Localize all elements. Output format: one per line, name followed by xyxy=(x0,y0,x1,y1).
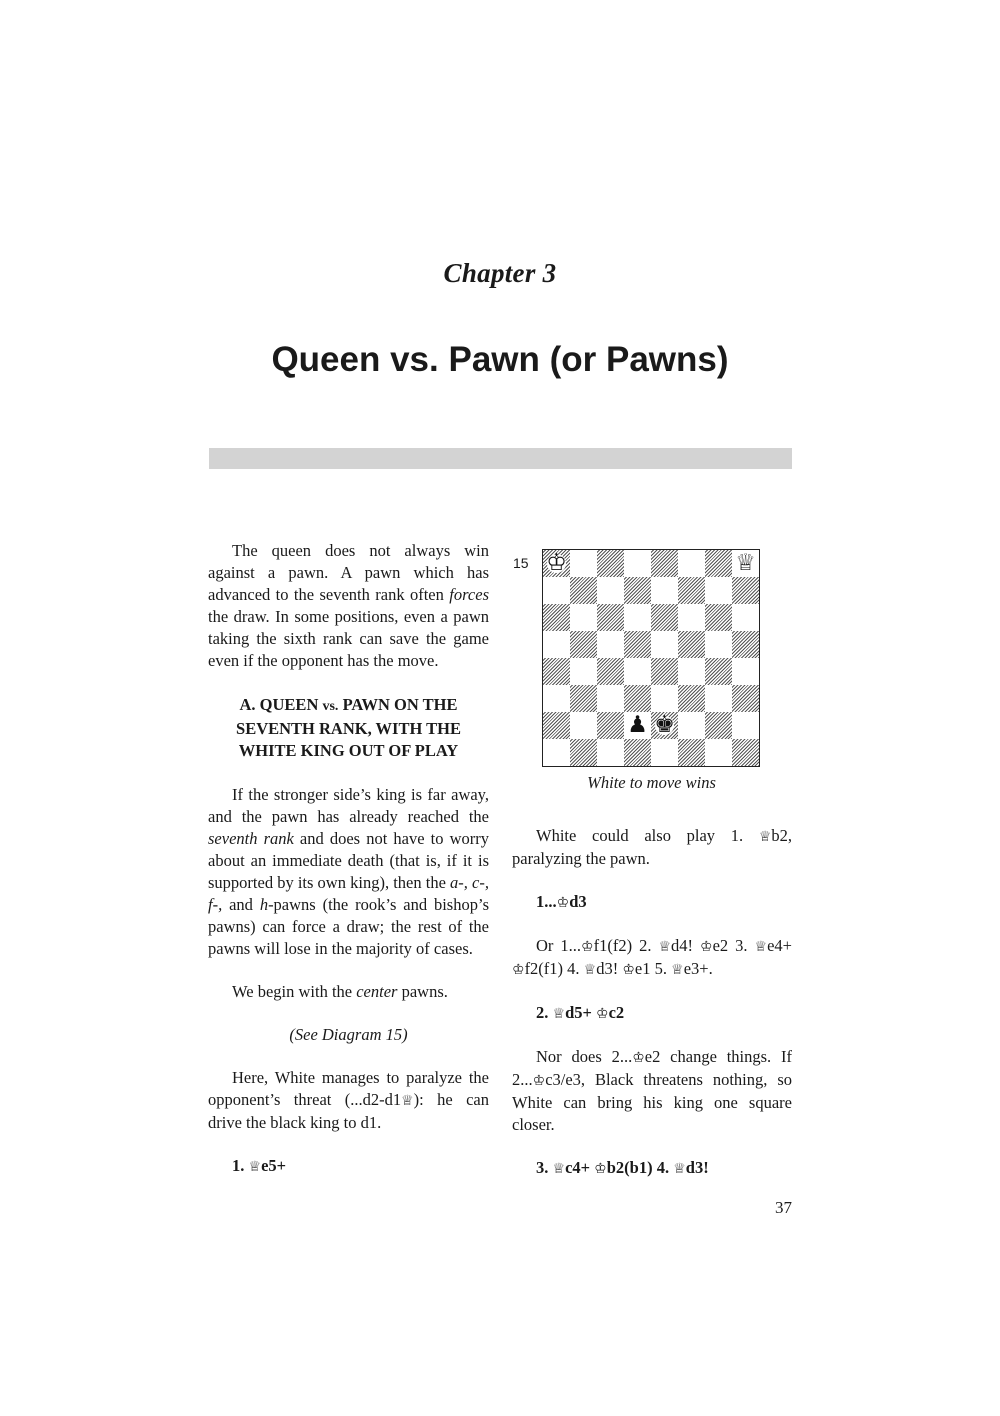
board-square-c5 xyxy=(597,631,624,658)
king-icon: ♔ xyxy=(512,962,525,978)
board-square-h8 xyxy=(732,550,759,577)
queen-icon: ♕ xyxy=(401,1093,414,1109)
board-square-f4 xyxy=(678,658,705,685)
board-square-f3 xyxy=(678,685,705,712)
queen-icon: ♕ xyxy=(552,1006,566,1022)
board-square-e8 xyxy=(651,550,678,577)
move-line: 1. ♕e5+ xyxy=(232,1156,287,1175)
board-square-a3 xyxy=(543,685,570,712)
body-paragraph: White could also play 1. ♕b2, paralyzing the pawn. xyxy=(512,826,792,868)
board-square-c1 xyxy=(597,739,624,766)
queen-icon: ♕ xyxy=(673,1161,686,1177)
board-square-h3 xyxy=(732,685,759,712)
board-square-c3 xyxy=(597,685,624,712)
board-square-h4 xyxy=(732,658,759,685)
board-square-d7 xyxy=(624,577,651,604)
board-square-d6 xyxy=(624,604,651,631)
chapter-label: Chapter 3 xyxy=(443,258,557,288)
move-line: 1...♔d3 xyxy=(536,892,587,911)
board-square-f2 xyxy=(678,712,705,739)
intro-paragraph: The queen does not always win against a pawn. A pawn which has advanced to the seventh rank often forces the draw. In some positions, even a pawn taking the sixth rank can save the game even if the opponent has the move. xyxy=(208,541,489,670)
diagram-reference: (See Diagram 15) xyxy=(289,1025,408,1044)
black-king-icon: ♚ xyxy=(654,712,675,738)
diagram-number: 15 xyxy=(513,555,529,571)
black-pawn-icon: ♟ xyxy=(627,712,648,738)
board-square-a5 xyxy=(543,631,570,658)
queen-icon: ♕ xyxy=(248,1159,262,1175)
board-square-b5 xyxy=(570,631,597,658)
board-square-d5 xyxy=(624,631,651,658)
board-square-c2 xyxy=(597,712,624,739)
board-square-d8 xyxy=(624,550,651,577)
board-square-c7 xyxy=(597,577,624,604)
board-square-f5 xyxy=(678,631,705,658)
king-icon: ♔ xyxy=(622,962,635,978)
board-square-b6 xyxy=(570,604,597,631)
page-number: 37 xyxy=(775,1198,792,1217)
board-square-a8 xyxy=(543,550,570,577)
chess-board xyxy=(542,549,760,767)
decorative-rule xyxy=(209,448,792,469)
body-paragraph: Nor does 2...♔e2 change things. If 2...♔c3/e3, Black threatens nothing, so White can bring his king one square closer. xyxy=(512,1047,793,1134)
board-square-b3 xyxy=(570,685,597,712)
board-square-d3 xyxy=(624,685,651,712)
board-square-g1 xyxy=(705,739,732,766)
body-paragraph: If the stronger side’s king is far away, and the pawn has already reached the seventh rank and does not have to worry about an immediate death (that is, if it is supported by its own king), then the a-, c-, f-, and h-pawns (the rook’s and bishop’s pawns) can force a draw; the rest of the pawns will lose in the majority of cases. xyxy=(208,785,489,958)
king-icon: ♔ xyxy=(632,1050,645,1066)
board-square-a6 xyxy=(543,604,570,631)
board-square-a2 xyxy=(543,712,570,739)
board-square-b7 xyxy=(570,577,597,604)
queen-icon: ♕ xyxy=(552,1161,566,1177)
board-square-b1 xyxy=(570,739,597,766)
king-icon: ♔ xyxy=(700,939,713,955)
board-square-h5 xyxy=(732,631,759,658)
board-square-c6 xyxy=(597,604,624,631)
right-column xyxy=(512,825,792,1180)
board-square-h7 xyxy=(732,577,759,604)
board-square-b4 xyxy=(570,658,597,685)
board-square-a4 xyxy=(543,658,570,685)
board-square-a1 xyxy=(543,739,570,766)
board-square-d2 xyxy=(624,712,651,739)
body-paragraph: Or 1...♔f1(f2) 2. ♕d4! ♔e2 3. ♕e4+ ♔f2(f1) 4. ♕d3! ♔e1 5. ♕e3+. xyxy=(512,936,792,978)
queen-icon: ♕ xyxy=(671,962,684,978)
queen-icon: ♕ xyxy=(754,939,768,955)
board-square-e5 xyxy=(651,631,678,658)
body-paragraph: We begin with the center pawns. xyxy=(232,982,448,1001)
board-square-e3 xyxy=(651,685,678,712)
king-icon: ♔ xyxy=(594,1161,607,1177)
king-icon: ♔ xyxy=(532,1073,546,1089)
board-square-g8 xyxy=(705,550,732,577)
board-square-g5 xyxy=(705,631,732,658)
board-square-g2 xyxy=(705,712,732,739)
board-square-c4 xyxy=(597,658,624,685)
board-square-g4 xyxy=(705,658,732,685)
board-square-e4 xyxy=(651,658,678,685)
board-square-h2 xyxy=(732,712,759,739)
board-square-f8 xyxy=(678,550,705,577)
board-square-g6 xyxy=(705,604,732,631)
board-square-e7 xyxy=(651,577,678,604)
board-square-e2 xyxy=(651,712,678,739)
diagram-caption: White to move wins xyxy=(587,773,716,792)
body-paragraph: Here, White manages to paralyze the opponent’s threat (...d2-d1♕): he can drive the black king to d1. xyxy=(208,1068,489,1132)
board-square-e1 xyxy=(651,739,678,766)
queen-icon: ♕ xyxy=(658,939,672,955)
board-square-f6 xyxy=(678,604,705,631)
board-square-f1 xyxy=(678,739,705,766)
board-square-h1 xyxy=(732,739,759,766)
board-square-d4 xyxy=(624,658,651,685)
board-square-g3 xyxy=(705,685,732,712)
board-square-b2 xyxy=(570,712,597,739)
left-column xyxy=(208,540,489,1178)
board-square-c8 xyxy=(597,550,624,577)
white-queen-icon: ♕ xyxy=(735,550,756,576)
board-square-e6 xyxy=(651,604,678,631)
board-square-g7 xyxy=(705,577,732,604)
section-heading: A. QUEEN vs. PAWN ON THE SEVENTH RANK, WITH THE WHITE KING OUT OF PLAY xyxy=(236,695,461,760)
chapter-title: Queen vs. Pawn (or Pawns) xyxy=(271,340,729,379)
board-square-d1 xyxy=(624,739,651,766)
move-line: 3. ♕c4+ ♔b2(b1) 4. ♕d3! xyxy=(536,1158,709,1177)
board-square-h6 xyxy=(732,604,759,631)
king-icon: ♔ xyxy=(556,895,570,911)
king-icon: ♔ xyxy=(581,939,594,955)
queen-icon: ♕ xyxy=(583,962,597,978)
board-square-f7 xyxy=(678,577,705,604)
board-square-a7 xyxy=(543,577,570,604)
move-line: 2. ♕d5+ ♔c2 xyxy=(536,1003,625,1022)
queen-icon: ♕ xyxy=(758,829,772,845)
king-icon: ♔ xyxy=(596,1006,609,1022)
white-king-icon: ♔ xyxy=(546,550,567,576)
board-square-b8 xyxy=(570,550,597,577)
